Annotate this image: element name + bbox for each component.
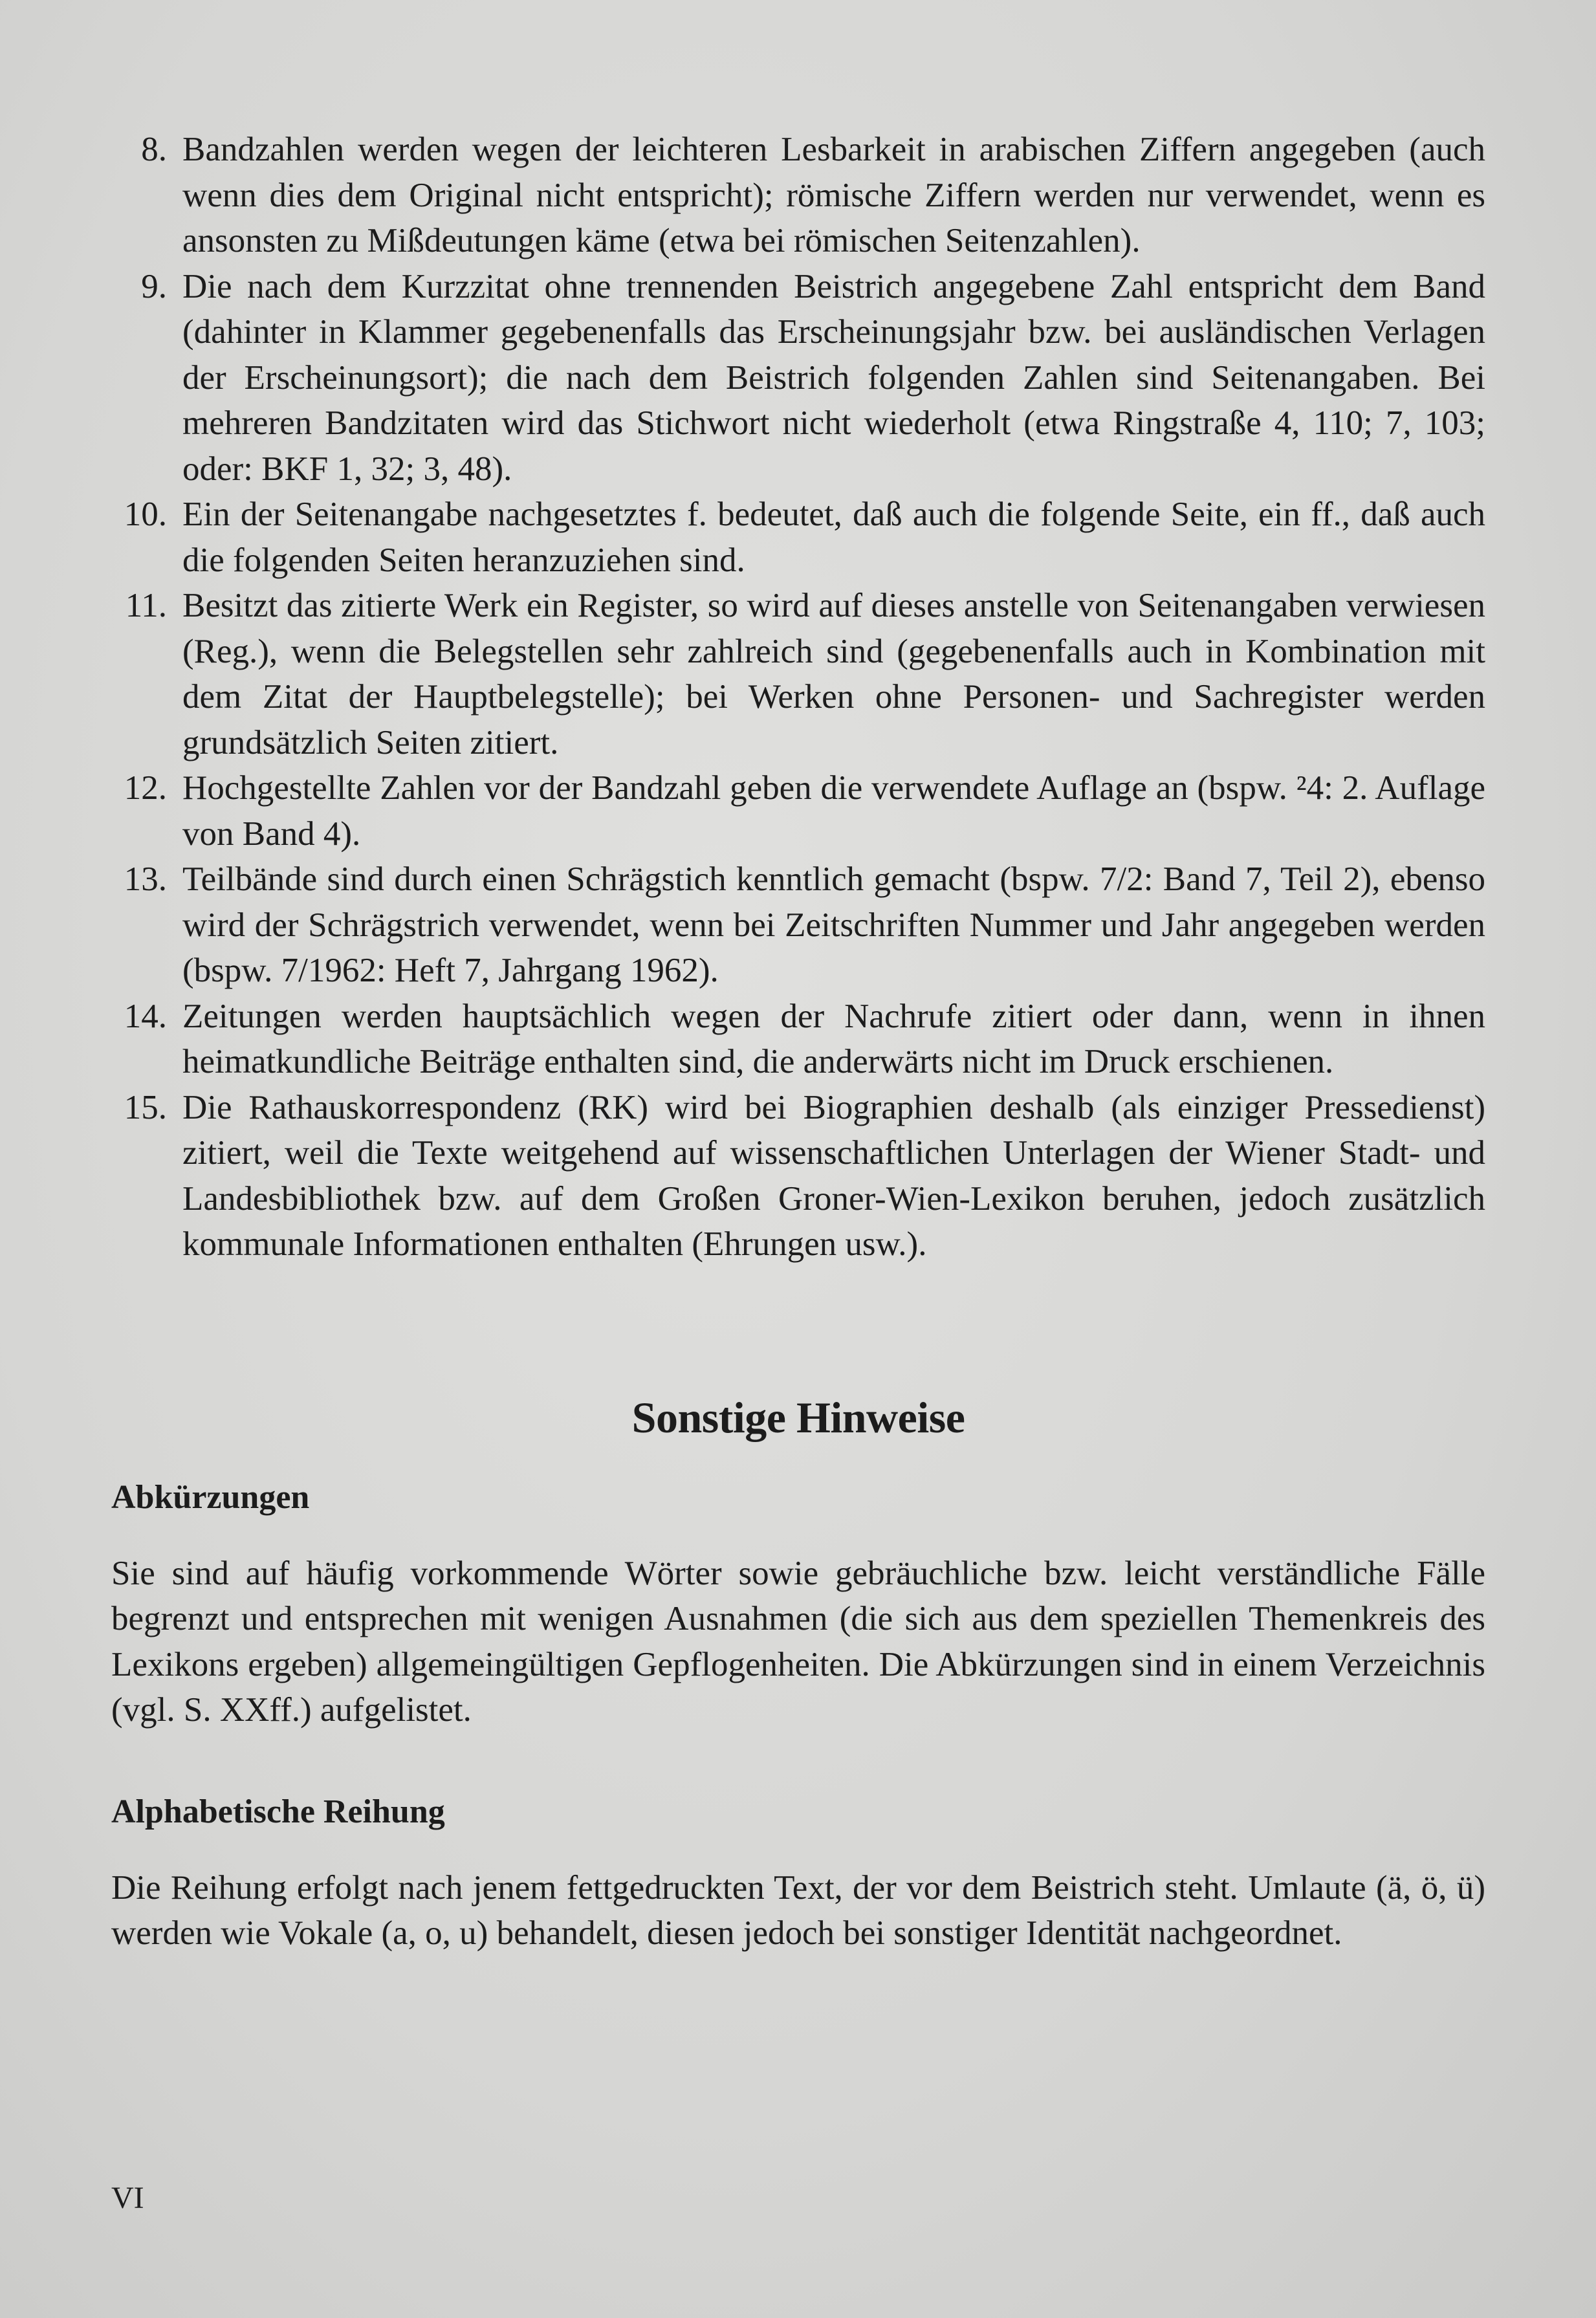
item-number: 12. bbox=[124, 769, 167, 807]
item-number: 11. bbox=[125, 587, 167, 624]
page-number: VI bbox=[111, 2181, 144, 2215]
item-text: Bandzahlen werden wegen der leichteren Lesbarkeit in arabischen Ziffern angegeben (auch wenn dies dem Original nicht entspricht); römische Ziffern werden nur verwendet, wenn es ansonsten zu Mißdeutungen käme (etwa bei römischen Seitenzahlen). bbox=[182, 131, 1485, 259]
item-number: 14. bbox=[124, 997, 167, 1035]
list-item bbox=[111, 127, 1485, 264]
item-text: Ein der Seitenangabe nachgesetztes f. bedeutet, daß auch die folgende Seite, ein ff., daß auch die folgenden Seiten heranzuziehen sind. bbox=[182, 496, 1485, 579]
list-item bbox=[111, 857, 1485, 994]
abbreviations-heading: Abkürzungen bbox=[111, 1478, 310, 1516]
numbered-rules-list bbox=[111, 127, 1485, 1267]
item-text: Teilbände sind durch einen Schrägstich kenntlich gemacht (bspw. 7/2: Band 7, Teil 2), ebenso wird der Schrägstrich verwendet, wenn bei Zeitschriften Nummer und Jahr angegeben werden (bspw. 7/1962: Heft 7, Jahrgang 1962). bbox=[182, 860, 1485, 989]
list-item bbox=[111, 264, 1485, 492]
item-text: Zeitungen werden hauptsächlich wegen der Nachrufe zitiert oder dann, wenn in ihnen heimatkundliche Beiträge enthalten sind, die anderwärts nicht im Druck erschienen. bbox=[182, 997, 1485, 1080]
page-content bbox=[111, 127, 1485, 1956]
list-item bbox=[111, 583, 1485, 765]
list-item bbox=[111, 765, 1485, 857]
list-item bbox=[111, 492, 1485, 583]
item-number: 8. bbox=[141, 131, 167, 168]
item-text: Hochgestellte Zahlen vor der Bandzahl geben die verwendete Auflage an (bspw. ²4: 2. Auflage von Band 4). bbox=[182, 769, 1485, 853]
abbreviations-paragraph: Sie sind auf häufig vorkommende Wörter sowie gebräuchliche bzw. leicht verständliche Fälle begrenzt und entsprechen mit wenigen Ausnahmen (die sich aus dem speziellen Themenkreis des Lexikons ergeben) allgemeingültigen Gepflogenheiten. Die Abkürzungen sind in einem Verzeichnis (vgl. S. XXff.) aufgelistet. bbox=[111, 1554, 1485, 1729]
section-title: Sonstige Hinweise bbox=[631, 1392, 965, 1442]
item-text: Die Rathauskorrespondenz (RK) wird bei Biographien deshalb (als einziger Pressedienst) zitiert, weil die Texte weitgehend auf wissenschaftlichen Unterlagen der Wiener Stadt- und Landesbibliothek bzw. auf dem Großen Groner-Wien-Lexikon beruhen, jedoch zusätzlich kommunale Informationen enthalten (Ehrungen usw.). bbox=[182, 1088, 1485, 1263]
ordering-paragraph: Die Reihung erfolgt nach jenem fettgedruckten Text, der vor dem Beistrich steht. Umlaute (ä, ö, ü) werden wie Vokale (a, o, u) behandelt, diesen jedoch bei sonstiger Identität nachgeordnet. bbox=[111, 1868, 1485, 1952]
item-number: 10. bbox=[124, 496, 167, 533]
ordering-heading: Alphabetische Reihung bbox=[111, 1793, 445, 1830]
item-text: Die nach dem Kurzzitat ohne trennenden Beistrich angegebene Zahl entspricht dem Band (dahinter in Klammer gegebenenfalls das Erscheinungsjahr bzw. bei ausländischen Verlagen der Erscheinungsort); die nach dem Beistrich folgenden Zahlen sind Seitenangaben. Bei mehreren Bandzitaten wird das Stichwort nicht wiederholt (etwa Ringstraße 4, 110; 7, 103; oder: BKF 1, 32; 3, 48). bbox=[182, 267, 1485, 488]
item-text: Besitzt das zitierte Werk ein Register, so wird auf dieses anstelle von Seitenangaben verwiesen (Reg.), wenn die Belegstellen sehr zahlreich sind (gegebenenfalls auch in Kombination mit dem Zitat der Hauptbelegstelle); bei Werken ohne Personen- und Sachregister werden grundsätzlich Seiten zitiert. bbox=[182, 587, 1485, 761]
item-number: 13. bbox=[124, 860, 167, 898]
list-item bbox=[111, 1085, 1485, 1267]
item-number: 9. bbox=[141, 267, 167, 305]
item-number: 15. bbox=[124, 1088, 167, 1126]
list-item bbox=[111, 994, 1485, 1085]
